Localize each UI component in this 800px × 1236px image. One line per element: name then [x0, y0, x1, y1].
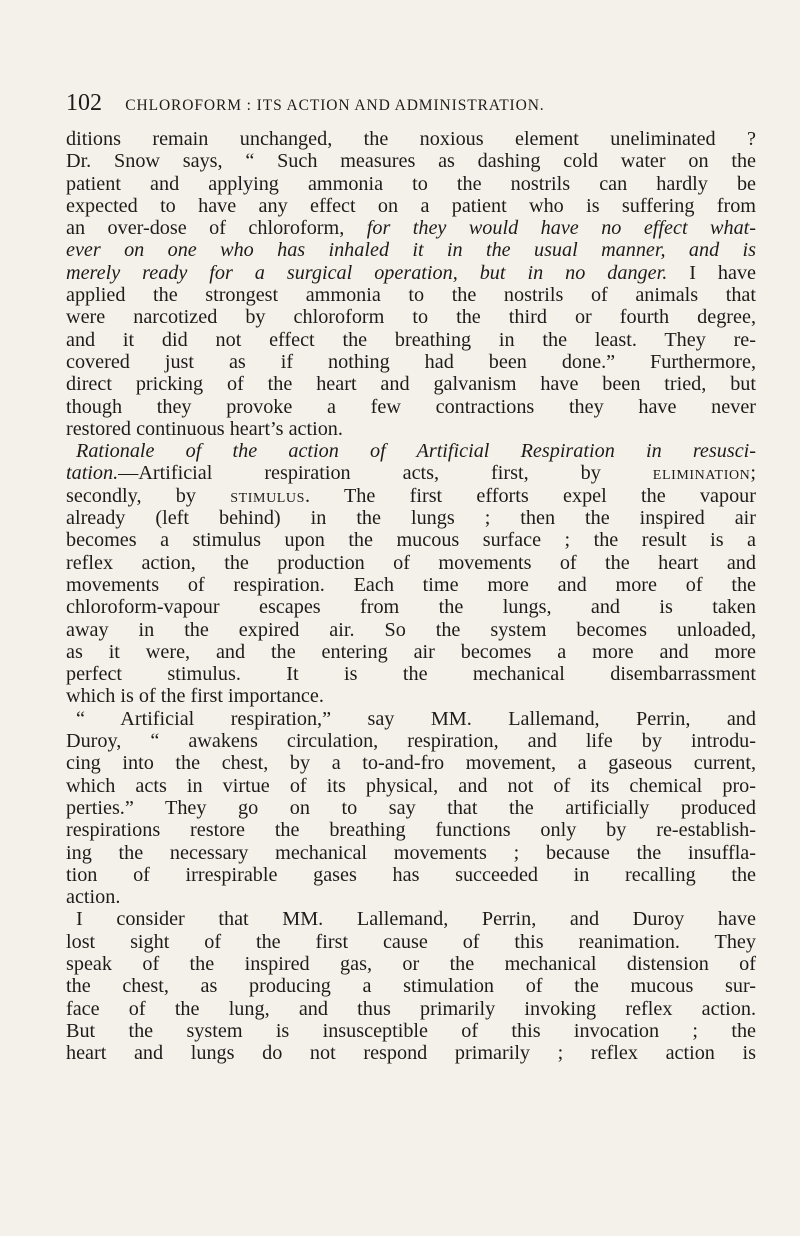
text-line: Duroy, “ awakens circulation, respiration, and life by introdu-: [66, 730, 756, 753]
text-line: the chest, as producing a stimulation of the mucous sur-: [66, 975, 756, 998]
italic-span: for they would have no effect what-: [366, 217, 756, 240]
running-header: [66, 90, 756, 119]
text-line: patient and applying ammonia to the nostrils can hardly be: [66, 172, 756, 195]
small-caps-span: stimulus: [230, 484, 306, 507]
text-line: [66, 485, 756, 507]
text-line: restored continuous heart’s action.: [66, 417, 343, 440]
italic-span: Rationale of the action of Artificial Respiration in resusci-: [76, 440, 756, 463]
text-line: ing the necessary mechanical movements ; because the insuffla-: [66, 841, 756, 864]
text-line: already (left behind) in the lungs ; then the inspired air: [66, 507, 756, 530]
body-text: [66, 128, 756, 1064]
italic-span: ever on one who has inhaled it in the usual manner, and is: [66, 239, 756, 262]
text-line: tion of irrespirable gases has succeeded in recalling the: [66, 863, 756, 886]
small-caps-span: elimination: [652, 462, 751, 485]
page-number: 102: [66, 90, 102, 116]
text-span: an over-dose of chloroform,: [66, 217, 367, 240]
italic-span: tation.: [66, 462, 119, 485]
text-line: covered just as if nothing had been done.” Furthermore,: [66, 350, 756, 373]
text-line: becomes a stimulus upon the mucous surface ; the result is a: [66, 529, 756, 552]
italic-span: merely ready for a surgical operation, but in no danger.: [66, 261, 668, 284]
text-line: which acts in virtue of its physical, and not of its chemical pro-: [66, 774, 756, 797]
text-line: movements of respiration. Each time more and more of the: [66, 573, 756, 596]
text-line: Dr. Snow says, “ Such measures as dashing cold water on the: [66, 150, 756, 173]
text-line: [66, 217, 756, 239]
text-line: speak of the inspired gas, or the mechanical distension of: [66, 952, 756, 975]
text-line: expected to have any effect on a patient who is suffering from: [66, 194, 756, 217]
text-line: face of the lung, and thus primarily invoking reflex action.: [66, 997, 756, 1020]
text-line: “ Artificial respiration,” say MM. Lallemand, Perrin, and: [76, 707, 756, 730]
text-line: [66, 462, 756, 484]
text-line: were narcotized by chloroform to the third or fourth degree,: [66, 306, 756, 329]
text-span: . The first efforts expel the vapour: [305, 484, 756, 507]
text-line: as it were, and the entering air becomes a more and more: [66, 640, 756, 663]
text-line: perties.” They go on to say that the artificially produced: [66, 796, 756, 819]
text-line: But the system is insusceptible of this invocation ; the: [66, 1019, 756, 1042]
text-line: [66, 262, 756, 284]
text-line: reflex action, the production of movements of the heart and: [66, 551, 756, 574]
text-line: ditions remain unchanged, the noxious element uneliminated ?: [66, 128, 756, 150]
text-line: action.: [66, 886, 121, 909]
running-title: CHLOROFORM : ITS ACTION AND ADMINISTRATION.: [125, 97, 545, 114]
text-line: which is of the first importance.: [66, 685, 324, 708]
text-line: lost sight of the first cause of this reanimation. They: [66, 930, 756, 953]
text-line: heart and lungs do not respond primarily ; reflex action is: [66, 1042, 756, 1065]
text-line: chloroform-vapour escapes from the lungs, and is taken: [66, 596, 756, 619]
text-line: cing into the chest, by a to-and-fro movement, a gaseous current,: [66, 752, 756, 775]
text-line: and it did not effect the breathing in the least. They re-: [66, 328, 756, 351]
text-line: applied the strongest ammonia to the nostrils of animals that: [66, 284, 756, 307]
text-line: direct pricking of the heart and galvanism have been tried, but: [66, 373, 756, 396]
text-span: I have: [667, 261, 756, 284]
text-span: —Artificial respiration acts, first, by: [118, 462, 653, 485]
text-line: though they provoke a few contractions they have never: [66, 395, 756, 418]
text-span: secondly, by: [66, 484, 231, 507]
text-line: respirations restore the breathing functions only by re-establish-: [66, 819, 756, 842]
text-span: ;: [750, 462, 756, 485]
text-line: perfect stimulus. It is the mechanical disembarrassment: [66, 663, 756, 686]
text-line: [66, 239, 756, 261]
text-line: away in the expired air. So the system becomes unloaded,: [66, 618, 756, 641]
text-line: I consider that MM. Lallemand, Perrin, and Duroy have: [76, 908, 756, 931]
text-line: [66, 440, 756, 462]
